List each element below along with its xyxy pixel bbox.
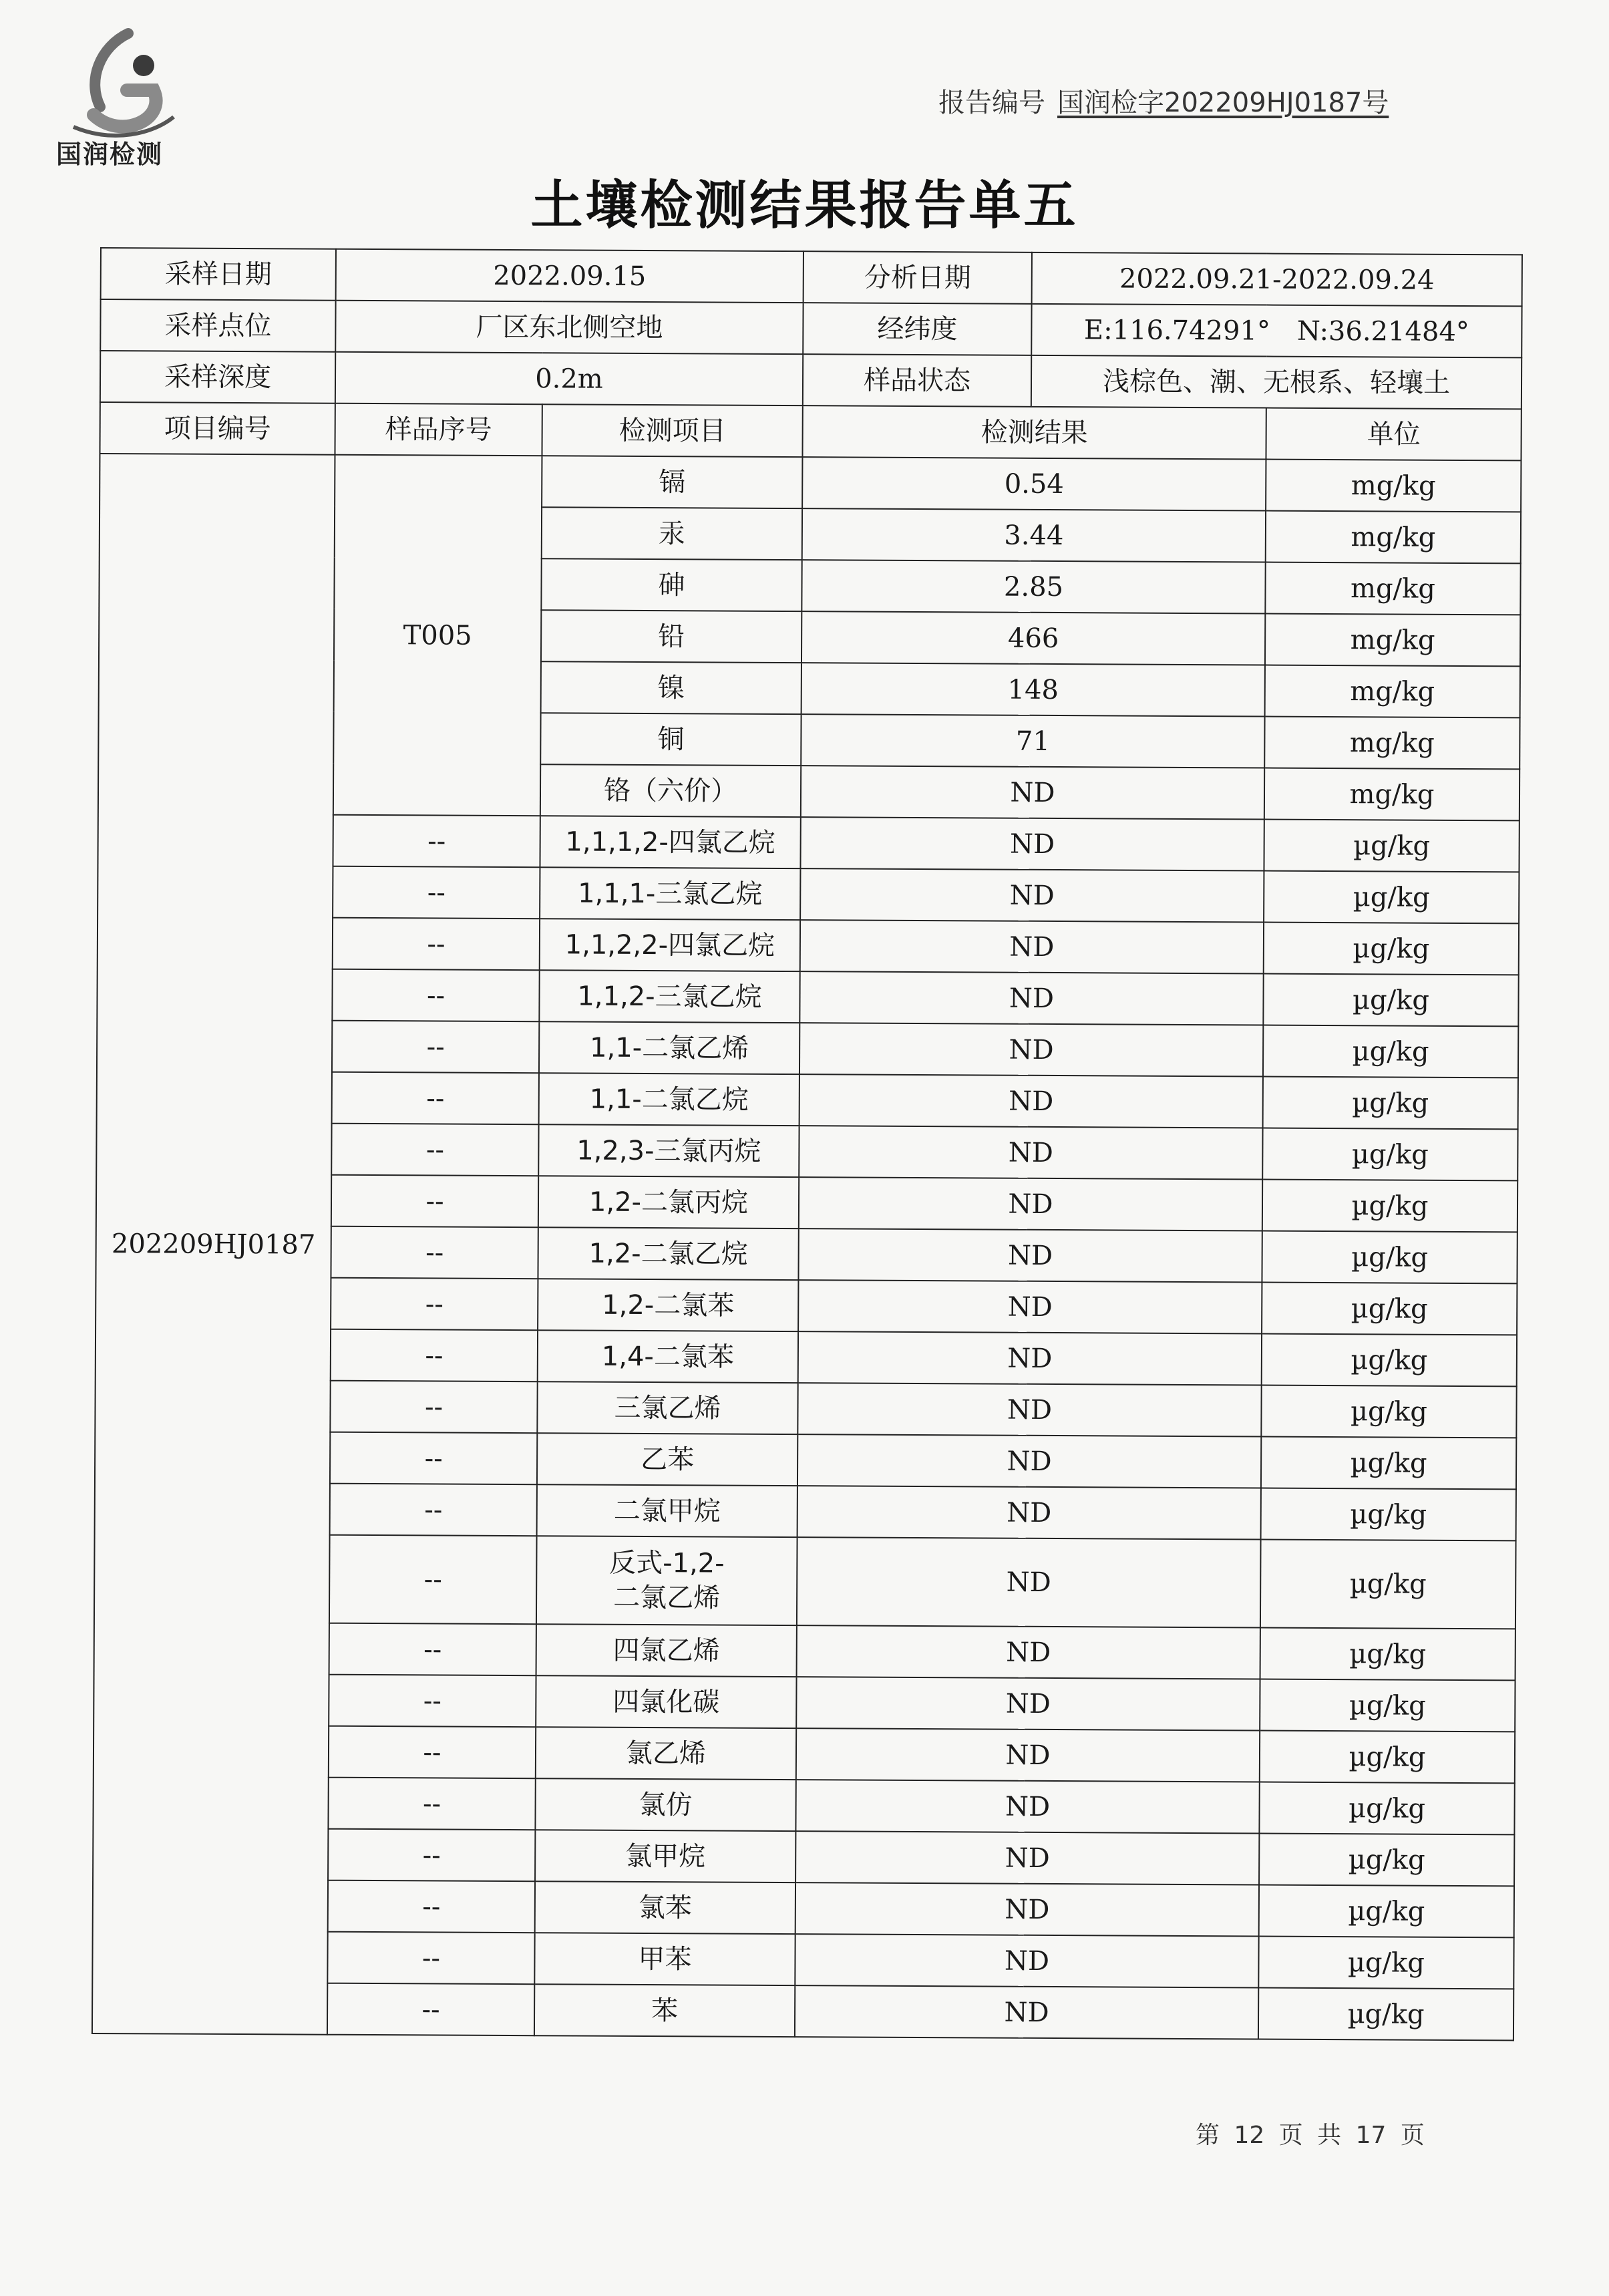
sample-no-cell: -- xyxy=(329,1675,536,1728)
table-row xyxy=(100,454,1521,512)
unit-cell: µg/kg xyxy=(1263,1077,1518,1130)
sample-no-cell: -- xyxy=(331,1175,538,1228)
page-label-3: 页 xyxy=(1400,2122,1425,2149)
sample-no-cell: -- xyxy=(330,1432,537,1485)
column-header-sample-no: 样品序号 xyxy=(335,403,542,456)
unit-cell: µg/kg xyxy=(1264,923,1519,975)
sample-no-cell: -- xyxy=(331,1226,538,1279)
sample-no-cell: -- xyxy=(329,1623,536,1676)
logo-mark-icon xyxy=(53,27,187,140)
unit-cell: µg/kg xyxy=(1259,1782,1514,1835)
sample-no-cell: -- xyxy=(329,1726,536,1779)
result-cell: 0.54 xyxy=(802,457,1266,510)
result-cell: ND xyxy=(795,1831,1259,1884)
item-cell: 1,2-二氯乙烷 xyxy=(538,1227,798,1280)
item-cell: 1,1,2-三氯乙烷 xyxy=(539,970,799,1023)
unit-cell: µg/kg xyxy=(1262,1128,1517,1181)
logo-text: 国润检测 xyxy=(56,140,164,169)
analysis-date-value: 2022.09.21-2022.09.24 xyxy=(1032,253,1522,307)
item-cell: 砷 xyxy=(541,558,801,611)
sample-no-cell: -- xyxy=(332,969,539,1022)
result-cell: 3.44 xyxy=(802,508,1266,562)
coordinates-value: E:116.74291° N:36.21484° xyxy=(1031,304,1522,358)
report-number xyxy=(938,81,1389,120)
unit-cell: µg/kg xyxy=(1262,1334,1517,1387)
result-cell: 148 xyxy=(801,663,1265,716)
item-cell: 氯乙烯 xyxy=(536,1727,796,1780)
sampling-date-label: 采样日期 xyxy=(101,248,336,301)
item-cell: 1,1,1,2-四氯乙烷 xyxy=(540,816,800,868)
sample-no-cell: -- xyxy=(333,866,540,919)
unit-cell: µg/kg xyxy=(1262,1231,1517,1284)
sample-no-cell: -- xyxy=(327,1983,534,2036)
item-cell: 乙苯 xyxy=(537,1433,797,1486)
sample-no-cell: -- xyxy=(328,1880,535,1933)
column-header-row xyxy=(100,402,1521,460)
sample-no-cell: -- xyxy=(331,1124,538,1176)
unit-cell: µg/kg xyxy=(1258,1988,1513,2041)
sample-no-cell: -- xyxy=(333,815,540,868)
page-label-1: 第 xyxy=(1196,2122,1220,2149)
column-header-unit: 单位 xyxy=(1266,408,1521,461)
item-cell: 镍 xyxy=(541,661,801,714)
item-cell: 1,1,1-三氯乙烷 xyxy=(540,867,800,920)
unit-cell: µg/kg xyxy=(1261,1488,1516,1541)
result-cell: ND xyxy=(796,1677,1260,1730)
result-cell: ND xyxy=(799,971,1263,1025)
item-cell: 苯 xyxy=(534,1984,795,2037)
item-cell: 氯仿 xyxy=(535,1778,795,1831)
item-cell: 1,2-二氯丙烷 xyxy=(538,1176,799,1228)
item-cell: 1,1-二氯乙烯 xyxy=(539,1021,799,1074)
sample-no-cell: -- xyxy=(331,1329,538,1382)
result-cell: ND xyxy=(799,1177,1262,1231)
result-cell: ND xyxy=(800,920,1264,973)
result-cell: ND xyxy=(799,1074,1263,1128)
result-cell: ND xyxy=(795,1985,1258,2039)
item-cell: 1,1-二氯乙烷 xyxy=(539,1073,799,1126)
unit-cell: µg/kg xyxy=(1262,1283,1517,1335)
result-cell: ND xyxy=(798,1331,1262,1385)
report-number-label: 报告编号 xyxy=(938,88,1045,118)
sample-state-value: 浅棕色、潮、无根系、轻壤土 xyxy=(1031,355,1522,409)
item-cell: 汞 xyxy=(542,507,802,560)
page-title: 土壤检测结果报告单五 xyxy=(530,176,1079,236)
unit-cell: mg/kg xyxy=(1264,768,1519,821)
item-cell xyxy=(536,1536,797,1625)
unit-cell: mg/kg xyxy=(1264,717,1519,770)
item-cell: 氯苯 xyxy=(535,1881,795,1934)
sample-no-cell: -- xyxy=(328,1778,535,1830)
sampling-depth-value: 0.2m xyxy=(335,352,803,405)
result-cell: 2.85 xyxy=(801,560,1265,613)
unit-cell: µg/kg xyxy=(1260,1679,1515,1732)
info-row-depth xyxy=(100,351,1522,409)
result-cell: ND xyxy=(799,1023,1263,1076)
column-header-item: 检测项目 xyxy=(542,404,802,457)
result-cell: ND xyxy=(795,1780,1259,1833)
unit-cell: µg/kg xyxy=(1263,1025,1518,1078)
project-number-cell: 202209HJ0187 xyxy=(92,454,335,2035)
result-cell: ND xyxy=(795,1882,1259,1936)
result-cell: ND xyxy=(797,1434,1261,1488)
column-header-project-no: 项目编号 xyxy=(100,402,335,455)
metals-sample-no-cell: T005 xyxy=(333,455,542,816)
report-number-value: 国润检字202209HJ0187号 xyxy=(1057,88,1389,118)
result-table xyxy=(92,247,1523,2041)
result-cell: ND xyxy=(801,766,1264,819)
unit-cell: µg/kg xyxy=(1261,1385,1516,1438)
item-cell: 四氯乙烯 xyxy=(536,1624,797,1677)
item-cell: 铜 xyxy=(540,713,801,766)
result-cell: 71 xyxy=(801,714,1264,768)
unit-cell: mg/kg xyxy=(1265,614,1520,667)
coordinates-label: 经纬度 xyxy=(803,303,1031,355)
unit-cell: mg/kg xyxy=(1265,665,1520,718)
sample-no-cell: -- xyxy=(333,918,540,971)
sample-no-cell: -- xyxy=(331,1278,538,1331)
page-current: 12 xyxy=(1234,2122,1265,2149)
sample-no-cell: -- xyxy=(328,1829,535,1882)
unit-cell: µg/kg xyxy=(1260,1628,1515,1681)
item-cell: 三氯乙烯 xyxy=(537,1381,797,1434)
result-cell: ND xyxy=(797,1486,1261,1539)
sampling-depth-label: 采样深度 xyxy=(100,351,335,403)
unit-cell: µg/kg xyxy=(1263,974,1518,1027)
info-row-dates xyxy=(101,248,1522,306)
item-line-1: 反式-1,2- xyxy=(609,1547,725,1579)
sampling-site-label: 采样点位 xyxy=(100,299,335,352)
result-cell: ND xyxy=(796,1728,1260,1782)
page-total: 17 xyxy=(1355,2122,1387,2149)
unit-cell: µg/kg xyxy=(1260,1731,1515,1784)
unit-cell: µg/kg xyxy=(1264,820,1519,872)
result-cell: ND xyxy=(795,1934,1258,1987)
result-cell: 466 xyxy=(801,611,1265,665)
info-row-site xyxy=(100,299,1522,357)
result-cell: ND xyxy=(800,817,1264,870)
sample-no-cell: -- xyxy=(332,1021,539,1074)
unit-cell: µg/kg xyxy=(1259,1885,1514,1938)
item-line-2: 二氯乙烯 xyxy=(613,1582,721,1614)
sampling-date-value: 2022.09.15 xyxy=(336,249,803,303)
result-cell: ND xyxy=(797,1383,1261,1436)
unit-cell: µg/kg xyxy=(1258,1937,1513,1989)
analysis-date-label: 分析日期 xyxy=(803,251,1032,304)
unit-cell: mg/kg xyxy=(1266,460,1521,512)
sample-no-cell: -- xyxy=(327,1932,534,1985)
item-cell: 氯甲烷 xyxy=(535,1830,795,1882)
sample-state-label: 样品状态 xyxy=(803,354,1031,407)
sample-no-cell: -- xyxy=(330,1381,537,1434)
item-cell: 1,2-二氯苯 xyxy=(538,1279,798,1331)
column-header-result: 检测结果 xyxy=(802,405,1266,459)
unit-cell: mg/kg xyxy=(1265,562,1520,615)
result-cell: ND xyxy=(800,868,1264,922)
unit-cell: µg/kg xyxy=(1262,1180,1517,1233)
page-indicator xyxy=(1196,2116,1425,2150)
unit-cell: mg/kg xyxy=(1266,511,1521,564)
item-cell: 1,1,2,2-四氯乙烷 xyxy=(540,919,800,971)
sample-no-cell: -- xyxy=(330,1484,537,1536)
item-cell: 铬（六价） xyxy=(540,764,801,817)
unit-cell: µg/kg xyxy=(1259,1834,1514,1887)
page-label-2: 页 共 xyxy=(1278,2122,1342,2149)
sample-no-cell: -- xyxy=(329,1535,537,1625)
unit-cell: µg/kg xyxy=(1260,1540,1516,1629)
unit-cell: µg/kg xyxy=(1264,871,1519,924)
result-cell: ND xyxy=(799,1126,1262,1179)
item-cell: 铅 xyxy=(541,610,801,663)
sampling-site-value: 厂区东北侧空地 xyxy=(335,301,803,354)
result-cell: ND xyxy=(798,1280,1262,1333)
result-cell: ND xyxy=(797,1537,1261,1627)
unit-cell: µg/kg xyxy=(1261,1437,1516,1490)
result-cell: ND xyxy=(797,1625,1260,1679)
item-cell: 甲苯 xyxy=(534,1933,795,1985)
item-cell: 1,4-二氯苯 xyxy=(538,1330,798,1383)
item-cell: 四氯化碳 xyxy=(536,1675,796,1728)
item-cell: 二氯甲烷 xyxy=(537,1484,797,1537)
sample-no-cell: -- xyxy=(332,1072,539,1125)
item-cell: 1,2,3-三氯丙烷 xyxy=(538,1124,799,1177)
result-cell: ND xyxy=(798,1228,1262,1282)
item-cell: 镉 xyxy=(542,456,802,508)
